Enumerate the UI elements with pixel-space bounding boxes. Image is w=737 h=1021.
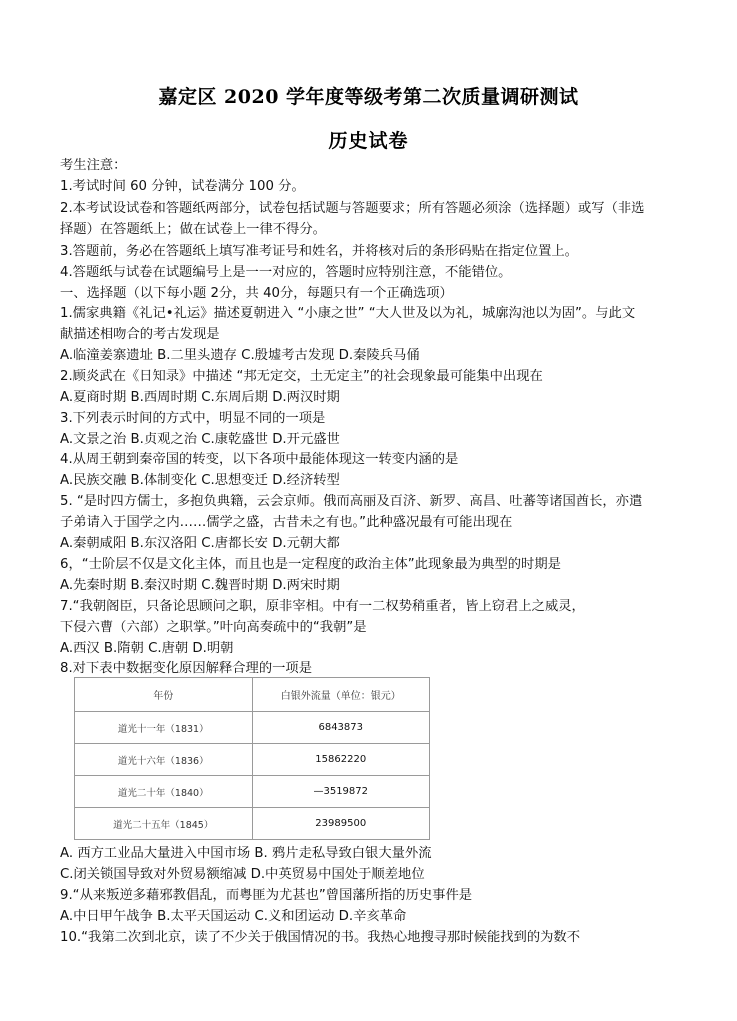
question-line: 子弟请入于国学之内……儒学之盛，古昔未之有也。”此种盛况最有可能出现在 bbox=[60, 515, 513, 530]
answer-options: A.夏商时期 B.西周时期 C.东周后期 D.两汉时期 bbox=[60, 390, 340, 405]
answer-options: C.闭关锁国导致对外贸易额缩减 D.中英贸易中国处于顺差地位 bbox=[60, 867, 425, 882]
table-cell-value: 23989500 bbox=[252, 808, 430, 840]
table-row bbox=[75, 808, 430, 840]
question-line: 2.顾炎武在《日知录》中描述 “邦无定交，土无定主”的社会现象最可能集中出现在 bbox=[60, 369, 543, 384]
answer-options: A.中日甲午战争 B.太平天国运动 C.义和团运动 D.辛亥革命 bbox=[60, 909, 407, 924]
question-line: 8.对下表中数据变化原因解释合理的一项是 bbox=[60, 661, 313, 676]
notice-item: 1.考试时间 60 分钟，试卷满分 100 分。 bbox=[60, 179, 305, 194]
question-line: 6，“士阶层不仅是文化主体，而且也是一定程度的政治主体”此现象最为典型的时期是 bbox=[60, 557, 561, 572]
exam-title: 嘉定区 2020 学年度等级考第二次质量调研测试 bbox=[158, 86, 579, 108]
table-cell-value: —3519872 bbox=[252, 776, 430, 808]
question-line: 下侵六曹（六部）之职掌。”叶向高奏疏中的“我朝”是 bbox=[60, 620, 367, 635]
table-header: 白银外流量（单位：银元） bbox=[252, 678, 430, 712]
notice-heading: 考生注意： bbox=[60, 158, 127, 173]
answer-options: A.民族交融 B.体制变化 C.思想变迁 D.经济转型 bbox=[60, 473, 340, 488]
section-heading: 一、选择题（以下每小题 2分，共 40分，每题只有一个正确选项） bbox=[60, 286, 453, 301]
silver-outflow-table bbox=[74, 677, 430, 840]
table-cell-value: 6843873 bbox=[252, 712, 430, 744]
notice-item: 2.本考试设试卷和答题纸两部分，试卷包括试题与答题要求；所有答题必须涂（选择题）或写（非选 bbox=[60, 201, 645, 216]
table-row bbox=[75, 776, 430, 808]
table-cell-year: 道光二十年（1840） bbox=[75, 776, 253, 808]
notice-item: 择题）在答题纸上；做在试卷上一律不得分。 bbox=[60, 222, 326, 237]
table-cell-year: 道光二十五年（1845） bbox=[75, 808, 253, 840]
question-line: 3.下列表示时间的方式中，明显不同的一项是 bbox=[60, 411, 326, 426]
table-cell-year: 道光十六年（1836） bbox=[75, 744, 253, 776]
notice-item: 3.答题前，务必在答题纸上填写准考证号和姓名，并将核对后的条形码贴在指定位置上。 bbox=[60, 244, 578, 259]
table-cell-value: 15862220 bbox=[252, 744, 430, 776]
answer-options: A.西汉 B.隋朝 C.唐朝 D.明朝 bbox=[60, 641, 234, 656]
notice-item: 4.答题纸与试卷在试题编号上是一一对应的，答题时应特别注意，不能错位。 bbox=[60, 265, 512, 280]
table-row bbox=[75, 744, 430, 776]
question-line: 4.从周王朝到秦帝国的转变，以下各项中最能体现这一转变内涵的是 bbox=[60, 452, 459, 467]
table-header-row bbox=[75, 678, 430, 712]
question-line: 9.“从来叛逆多藉邪教倡乱，而粤匪为尤甚也”曾国藩所指的历史事件是 bbox=[60, 888, 473, 903]
question-line: 5. “是时四方儒士，多抱负典籍，云会京师。俄而高丽及百济、新罗、高昌、吐蕃等诸国酋长，亦遣 bbox=[60, 494, 643, 509]
table-cell-year: 道光十一年（1831） bbox=[75, 712, 253, 744]
table-header: 年份 bbox=[75, 678, 253, 712]
question-line: 献描述相吻合的考古发现是 bbox=[60, 327, 220, 342]
answer-options: A.先秦时期 B.秦汉时期 C.魏晋时期 D.两宋时期 bbox=[60, 578, 340, 593]
table-row bbox=[75, 712, 430, 744]
question-line: 10.“我第二次到北京，读了不少关于俄国情况的书。我热心地搜寻那时候能找到的为数不 bbox=[60, 930, 581, 945]
question-line: 7.“我朝阁臣，只备论思顾问之职，原非宰相。中有一二权势稍重者，皆上窃君上之威灵， bbox=[60, 599, 585, 614]
answer-options: A. 西方工业品大量进入中国市场 B. 鸦片走私导致白银大量外流 bbox=[60, 846, 432, 861]
question-line: 1.儒家典籍《礼记•礼运》描述夏朝进入 “小康之世” “大人世及以为礼，城廓沟池以为固”。与此文 bbox=[60, 306, 636, 321]
exam-subtitle: 历史试卷 bbox=[328, 130, 409, 152]
answer-options: A.文景之治 B.贞观之治 C.康乾盛世 D.开元盛世 bbox=[60, 432, 340, 447]
answer-options: A.临潼姜寨遗址 B.二里头遗存 C.殷墟考古发现 D.秦陵兵马俑 bbox=[60, 348, 420, 363]
answer-options: A.秦朝咸阳 B.东汉洛阳 C.唐都长安 D.元朝大都 bbox=[60, 536, 340, 551]
